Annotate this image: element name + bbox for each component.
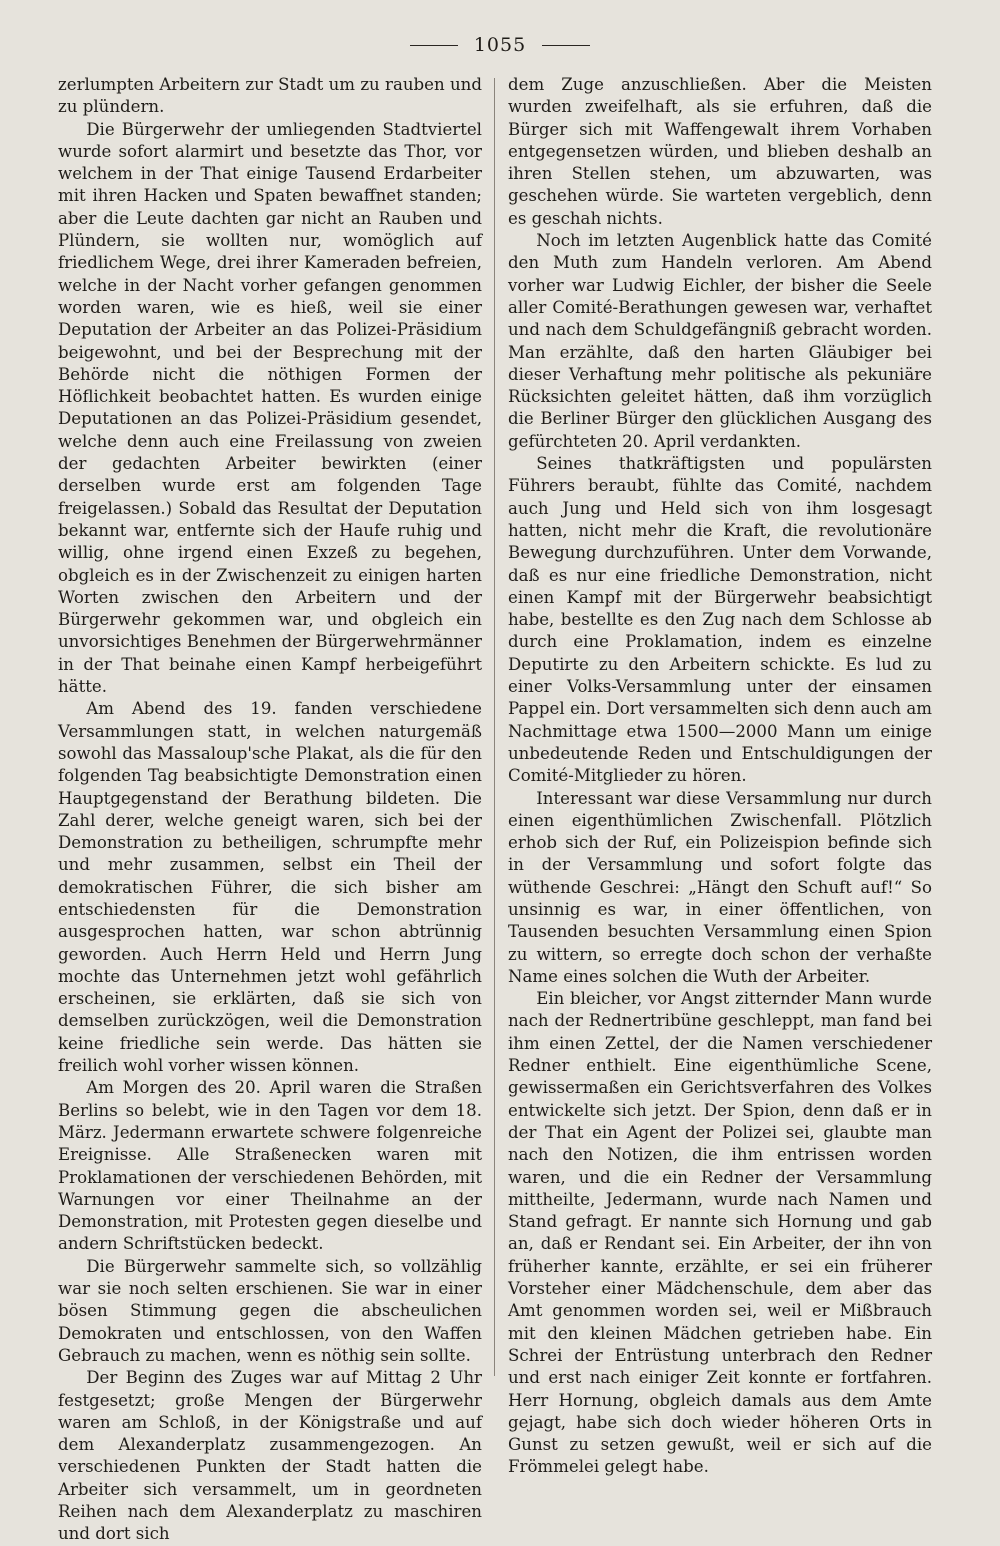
left-paragraph: zerlumpten Arbeitern zur Stadt um zu rauben und zu plündern. [58,75,482,117]
page-number: 1055 [473,34,527,56]
right-paragraph: Noch im letzten Augenblick hatte das Comité den Muth zum Handeln verloren. Am Abend vorher war Ludwig Eichler, der bisher die Seele aller Comité-Berathungen gewesen war, verhaftet und nach dem Schuldgefängniß gebracht worden. Man erzählte, daß den harten Gläubiger bei dieser Verhaftung mehr politische als pekuniäre Rücksichten geleitet hätten, daß ihm vorzüglich die Berliner Bürger den glücklichen Ausgang des gefürchteten 20. April verdankten. [508,231,932,451]
left-paragraph: Die Bürgerwehr sammelte sich, so vollzählig war sie noch selten erschienen. Sie war in einer bösen Stimmung gegen die abscheulichen Demokraten und entschlossen, von den Waffen Gebrauch zu machen, wenn es nöthig sein sollte. [58,1256,482,1365]
right-column [508,74,932,1479]
left-paragraph: Der Beginn des Zuges war auf Mittag 2 Uhr festgesetzt; große Mengen der Bürgerwehr waren am Schloß, in der Königstraße und auf dem Alexanderplatz zusammengezogen. An verschiedenen Punkten der Stadt hatten die Arbeiter sich versammelt, um in geordneten Reihen nach dem Alexanderplatz zu maschiren und dort sich [58,1368,482,1544]
column-divider [494,78,495,1376]
left-column [58,74,482,1546]
left-paragraph: Am Morgen des 20. April waren die Straßen Berlins so belebt, wie in den Tagen vor dem 18. März. Jedermann erwartete schwere folgenreiche Ereignisse. Alle Straßenecken waren mit Proklamationen der verschiedenen Behörden, mit Warnungen vor einer Theilnahme an der Demonstration, mit Protesten gegen dieselbe und andern Schriftstücken bedeckt. [58,1078,482,1254]
right-paragraph: Interessant war diese Versammlung nur durch einen eigenthümlichen Zwischenfall. Plötzlich erhob sich der Ruf, ein Polizeispion befinde sich in der Versammlung und sofort folgte das wüthende Geschrei: „Hängt den Schuft auf!“ So unsinnig es war, in einer öffentlichen, von Tausenden besuchten Versammlung einen Spion zu wittern, so erregte doch schon der verhaßte Name eines solchen die Wuth der Arbeiter. [508,788,932,986]
right-paragraph: Seines thatkräftigsten und populärsten Führers beraubt, fühlte das Comité, nachdem auch Jung und Held sich von ihm losgesagt hatten, nicht mehr die Kraft, die revolutionäre Bewegung durchzuführen. Unter dem Vorwande, daß es nur eine friedliche Demonstration, nicht einen Kampf mit der Bürgerwehr beabsichtigt habe, bestellte es den Zug nach dem Schlosse ab durch eine Proklamation, indem es einzelne Deputirte zu den Arbeitern schickte. Es lud zu einer Volks-Versammlung unter der einsamen Pappel ein. Dort versammelten sich denn auch am Nachmittage etwa 1500—2000 Mann um einige unbedeutende Reden und Entschuldigungen der Comité-Mitglieder zu hören. [508,454,932,786]
header-rule-right [542,45,590,46]
left-paragraph: Am Abend des 19. fanden verschiedene Versammlungen statt, in welchen naturgemäß sowohl das Massaloup'sche Plakat, als die für den folgenden Tag beabsichtigte Demonstration einen Hauptgegenstand der Berathung bildeten. Die Zahl derer, welche geneigt waren, sich bei der Demonstration zu betheiligen, schrumpfte mehr und mehr zusammen, selbst ein Theil der demokratischen Führer, die sich bisher am entschiedensten für die Demonstration ausgesprochen hatten, war schon abtrünnig geworden. Auch Herrn Held und Herrn Jung mochte das Unternehmen jetzt wohl gefährlich erscheinen, sie erklärten, daß sie sich von demselben zurückzögen, weil die Demonstration keine friedliche sein werde. Das hätten sie freilich wohl vorher wissen können. [58,699,482,1076]
page-header [0,30,1000,60]
left-paragraph: Die Bürgerwehr der umliegenden Stadtviertel wurde sofort alarmirt und besetzte das Thor, vor welchem in der That einige Tausend Erdarbeiter mit ihren Hacken und Spaten bewaffnet standen; aber die Leute dachten gar nicht an Rauben und Plündern, sie wollten nur, womöglich auf friedlichem Wege, drei ihrer Kameraden befreien, welche in der Nacht vorher gefangen genommen worden waren, wie es hieß, weil sie einer Deputation der Arbeiter an das Polizei-Präsidium beigewohnt, und bei der Besprechung mit der Behörde nicht die nöthigen Formen der Höflichkeit beobachtet hatten. Es wurden einige Deputationen an das Polizei-Präsidium gesendet, welche denn auch eine Freilassung von zweien der gedachten Arbeiter bewirkten (einer derselben wurde erst am folgenden Tage freigelassen.) Sobald das Resultat der Deputation bekannt war, entfernte sich der Haufe ruhig und willig, ohne irgend einen Exzeß zu begehen, obgleich es in der Zwischenzeit zu einigen harten Worten zwischen den Arbeitern und der Bürgerwehr gekommen war, und obgleich ein unvorsichtiges Benehmen der Bürgerwehrmänner in der That beinahe einen Kampf herbeigeführt hätte. [58,119,482,697]
right-paragraph: Ein bleicher, vor Angst zitternder Mann wurde nach der Rednertribüne geschleppt, man fand bei ihm einen Zettel, der die Namen verschiedener Redner enthielt. Eine eigenthümliche Scene, gewissermaßen ein Gerichtsverfahren des Volkes entwickelte sich jetzt. Der Spion, denn daß er in der That ein Agent der Polizei sei, glaubte man nach den Notizen, die ihm entrissen worden waren, und die ein Redner der Versammlung mittheilte, Jedermann, wurde nach Namen und Stand gefragt. Er nannte sich Hornung und gab an, daß er Rendant sei. Ein Arbeiter, der ihn von früherher kannte, erzählte, er sei ein früherer Vorsteher einer Mädchenschule, dem aber das Amt genommen worden sei, weil er Mißbrauch mit den kleinen Mädchen getrieben habe. Ein Schrei der Entrüstung unterbrach den Redner und erst nach einiger Zeit konnte er fortfahren. Herr Hornung, obgleich damals aus dem Amte gejagt, habe sich doch wieder höheren Orts in Gunst zu setzen gewußt, weil er sich auf die Frömmelei gelegt habe. [508,989,932,1477]
header-rule-left [410,45,458,46]
right-paragraph: dem Zuge anzuschließen. Aber die Meisten wurden zweifelhaft, als sie erfuhren, daß die Bürger sich mit Waffengewalt ihrem Vorhaben entgegensetzen würden, und blieben deshalb an ihren Stellen stehen, um abzuwarten, was geschehen würde. Sie warteten vergeblich, denn es geschah nichts. [508,75,932,228]
